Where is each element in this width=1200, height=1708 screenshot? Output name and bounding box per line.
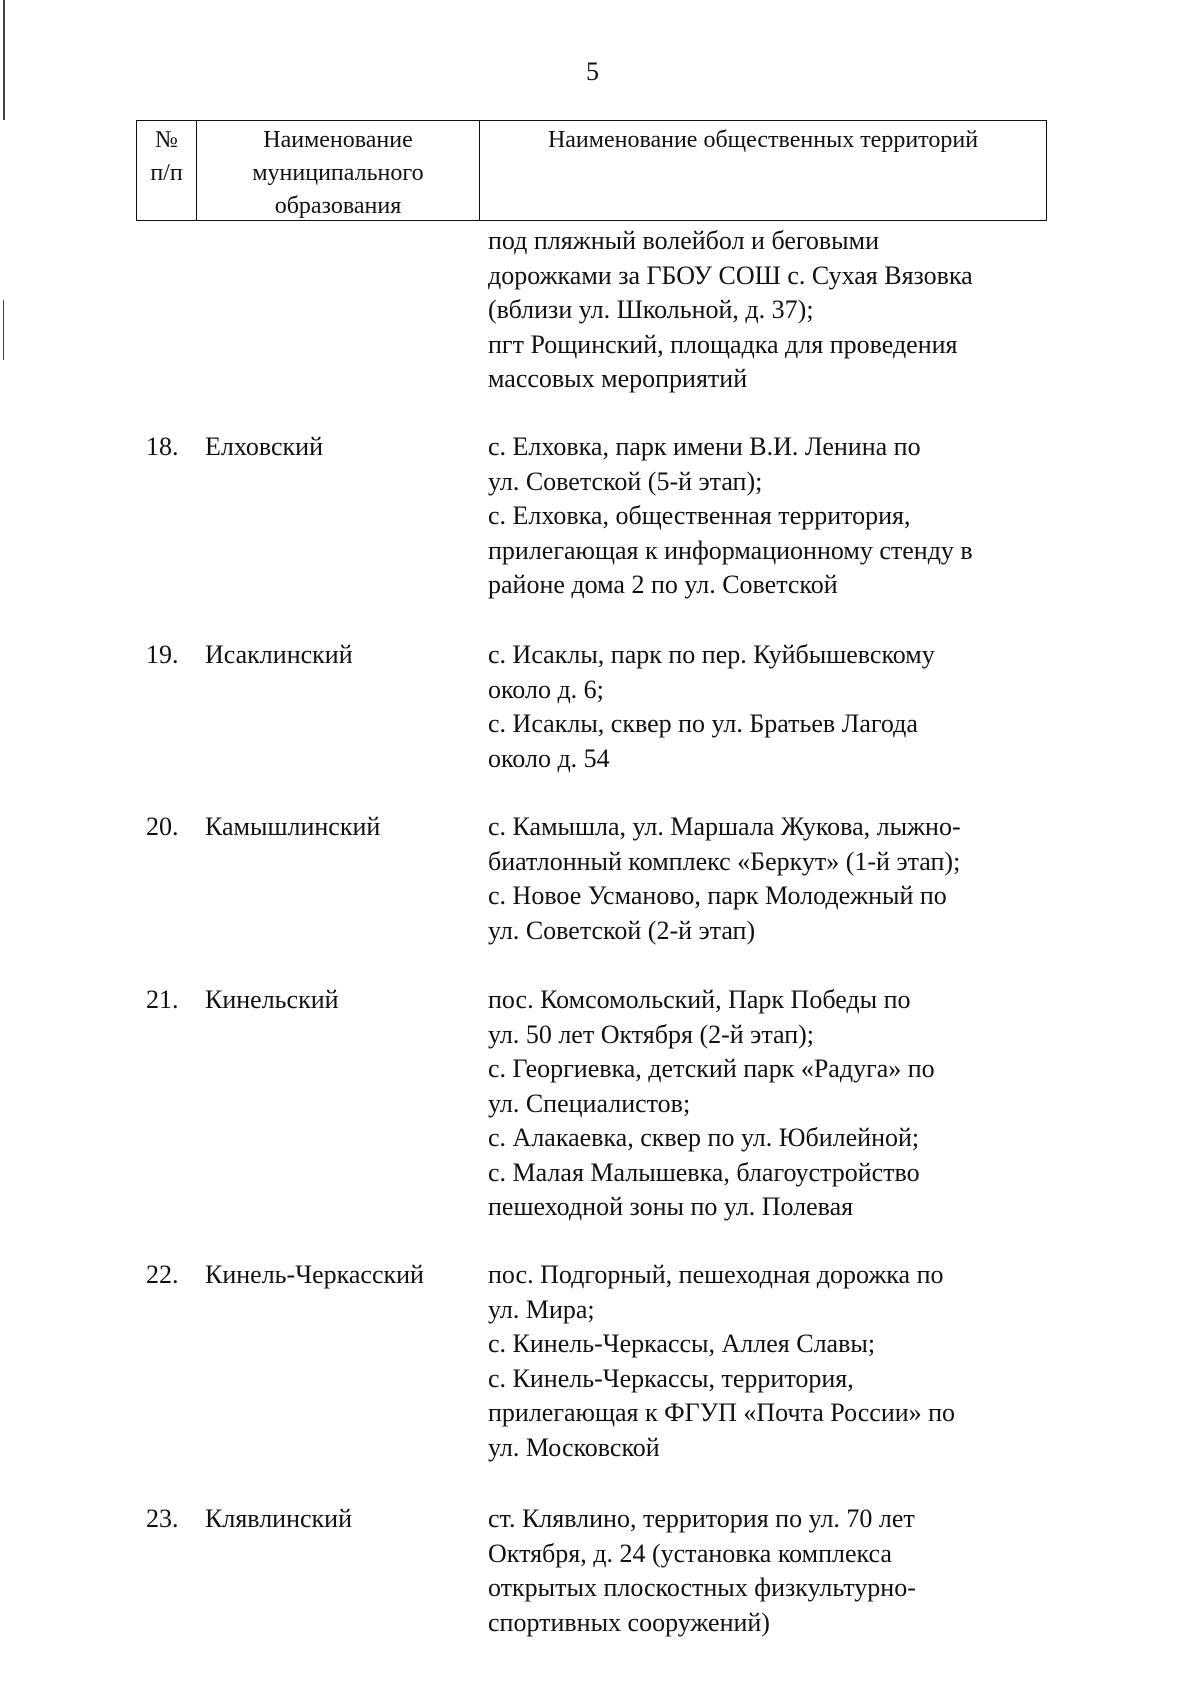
territory-line: прилегающая к информационному стенду в (488, 535, 973, 565)
row-number: 23. (146, 1504, 179, 1533)
row-municipality: Кинель-Черкасский (205, 1260, 424, 1289)
header-text: п/п (150, 160, 183, 186)
territory-line: спортивных сооружений) (488, 1607, 770, 1637)
row-number: 22. (146, 1260, 179, 1289)
territory-line: с. Кинель-Черкассы, территория, (488, 1363, 854, 1393)
territory-line: ул. Специалистов; (488, 1088, 691, 1118)
territory-line: с. Исаклы, сквер по ул. Братьев Лагода (488, 709, 918, 738)
row-territories (488, 1502, 1048, 1640)
row-number: 21. (146, 985, 179, 1014)
territory-line: с. Исаклы, парк по пер. Куйбышевскому (488, 640, 935, 669)
row-number: 20. (146, 812, 179, 841)
territory-line: (вблизи ул. Школьной, д. 37); (488, 295, 814, 324)
row-municipality: Кинельский (205, 985, 339, 1014)
territory-line: пгт Рощинский, площадка для проведения (488, 329, 958, 359)
territory-line: прилегающая к ФГУП «Почта России» по (488, 1398, 956, 1427)
row-number: 19. (146, 640, 179, 669)
header-territories-column (480, 121, 1046, 220)
territory-line: Октября, д. 24 (установка комплекса (488, 1538, 892, 1568)
territory-line: около д. 6; (488, 674, 604, 704)
table-header (136, 120, 1047, 221)
row-municipality: Камышлинский (205, 812, 381, 841)
territory-line: ул. Московской (488, 1432, 660, 1462)
header-text: муниципального (252, 160, 424, 186)
row-territories (488, 430, 1048, 603)
territory-line: пешеходной зоны по ул. Полевая (488, 1192, 854, 1221)
row-territories (488, 1258, 1048, 1465)
territory-line: ст. Клявлино, территория по ул. 70 лет (488, 1504, 915, 1533)
territory-line: ул. Советской (2-й этап) (488, 915, 756, 945)
territory-line: ул. Мира; (488, 1294, 595, 1324)
continuation-territories (488, 224, 1048, 397)
row-territories (488, 810, 1048, 948)
territory-line: с. Кинель-Черкассы, Аллея Славы; (488, 1329, 876, 1358)
territory-line: с. Алакаевка, сквер по ул. Юбилейной; (488, 1123, 920, 1152)
territory-line: пос. Подгорный, пешеходная дорожка по (488, 1260, 944, 1289)
page-number: 5 (586, 57, 599, 86)
header-number-column (137, 121, 197, 220)
territory-line: с. Георгиевка, детский парк «Радуга» по (488, 1054, 935, 1083)
row-municipality: Елховский (205, 432, 323, 461)
territory-line: под пляжный волейбол и беговыми (488, 226, 880, 255)
territory-line: биатлонный комплекс «Беркут» (1-й этап); (488, 846, 961, 876)
territory-line: массовых мероприятий (488, 364, 748, 393)
row-municipality: Исаклинский (205, 640, 353, 669)
territory-line: районе дома 2 по ул. Советской (488, 570, 838, 599)
territory-line: открытых плоскостных физкультурно- (488, 1573, 916, 1602)
header-text: Наименование общественных территорий (547, 127, 979, 153)
territory-line: с. Елховка, общественная территория, (488, 501, 911, 530)
territory-line: с. Камышла, ул. Маршала Жукова, лыжно- (488, 812, 961, 841)
row-territories (488, 638, 1048, 776)
territory-line: около д. 54 (488, 743, 610, 773)
territory-line: с. Елховка, парк имени В.И. Ленина по (488, 432, 921, 461)
header-municipality-column (197, 121, 480, 220)
header-text: Наименование (263, 127, 413, 153)
territory-line: дорожками за ГБОУ СОШ с. Сухая Вязовка (488, 260, 973, 290)
header-text: № (155, 127, 178, 153)
territory-line: ул. Советской (5-й этап); (488, 466, 763, 496)
row-territories (488, 983, 1048, 1225)
territory-line: с. Малая Малышевка, благоустройство (488, 1157, 920, 1187)
row-municipality: Клявлинский (205, 1504, 353, 1533)
row-number: 18. (146, 432, 179, 461)
scan-edge-mark (3, 300, 4, 360)
territory-line: ул. 50 лет Октября (2-й этап); (488, 1019, 815, 1049)
territory-line: с. Новое Усманово, парк Молодежный по (488, 881, 947, 910)
territory-line: пос. Комсомольский, Парк Победы по (488, 985, 911, 1014)
header-text: образования (274, 193, 402, 219)
